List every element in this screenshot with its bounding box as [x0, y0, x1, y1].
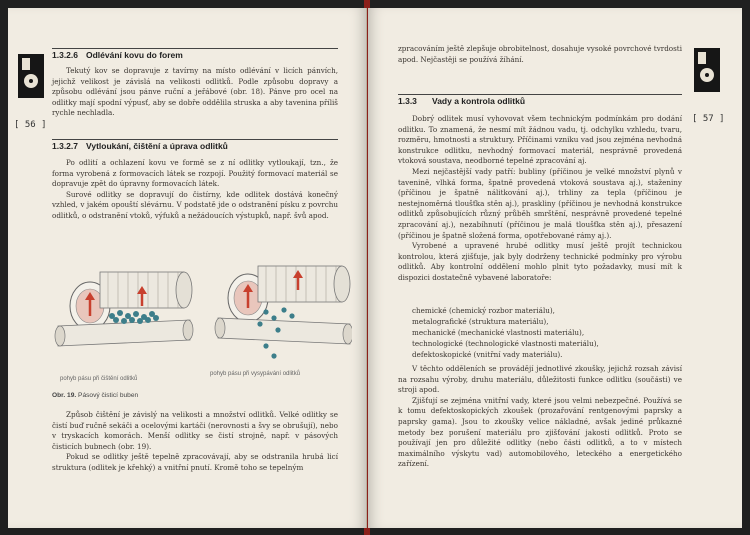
body-text: Po odlití a ochlazení kovu ve formě se z ní odlitky vytloukají, tzn., že forma vyrobená z formovacích látek se rozpojí. Použitý formovací materiál se dopravuje zpět do úpravny formovacích látek. Surové odlitky se dopravují do čistírny, kde odlitek dostává konečný vzhled, v jakém opouští slévárnu. V podstatě jde o odstranění písku z povrchu odlitků, o odstranění vtoků, výfuků a nežádoucích výstupků, např. švů apod.	[52, 158, 338, 220]
list-item: technologické (technologické vlastnosti materiálu),	[412, 339, 599, 348]
section-rule	[52, 139, 338, 140]
cleaning-drum-figure	[52, 256, 352, 374]
list-item: metalografické (struktura materiálu),	[412, 317, 549, 326]
page-number: [ 57 ]	[692, 114, 725, 124]
list-item: chemické (chemický rozbor materiálu),	[412, 306, 555, 315]
section-heading: 1.3.3 Vady a kontrola odlitků	[398, 96, 526, 106]
body-text: Dobrý odlitek musí vyhovovat všem technickým podmínkám pro dodání odlitku. To znamená, že nesmí mít žádnou vadu, tj. odchylku vzhledu, tvaru, rozměru, hmotnosti a struktury. Příčinami vzniku vad jsou zejména nevhodná konstrukce odlitku, nevhodný formovací materiál, nesprávně provedená vtoková soustava, neodborné tepelné zpracování aj. Mezi nejčastější vady patří: bubliny (příčinou je velké množství plynů v tavenině, vlhká forma, špatně provedená vtoková soustava aj.), staženiny (příčinou je špatně nálitkování aj.), trhliny za tepla (příčinou je nestejnoměrná tloušťka stěn aj.), praskliny (příčinou je nevhodná konstrukce odlitků způsobujících různý průběh smrštění, nesprávně provedené tepelné zpracování aj.), nezabíhnutí (příčinou je malá tloušťka stěn aj.), přesazení (příčinou je špatně složená forma, opotřebované rámy aj.). Vyrobené a upravené hrubé odlitky musí ještě projít technickou kontrolou, která zjišťuje, jak byly dodrženy technické podmínky pro výrobu odlitků. Aby kontrolní oddělení mohlo plnit tyto požadavky, musí mít k dispozici dostatečně vybavené laboratoře:	[398, 114, 682, 282]
foundry-ladle-icon	[18, 54, 44, 98]
section-heading: 1.3.2.7 Vytloukání, čištění a úprava odlitků	[52, 141, 228, 151]
body-text: Tekutý kov se dopravuje z tavírny na místo odlévání v licích pánvích, jejichž velikost je závislá na velikosti odlitků. Podle způsobu dopravy a způsobu odlévání jsou pánve ruční a jeřábové (obr. 18). Pánve pro ocel na odlitky mají spodní výpusť, aby se dobře oddělila struska a aby tavenina příliš rychle nechladla.	[52, 66, 338, 118]
section-rule	[398, 94, 682, 95]
list-item: defektoskopické (vnitřní vady materiálu).	[412, 350, 563, 359]
figure-caption: Obr. 19. Pásový čisticí buben	[52, 392, 139, 399]
section-heading: 1.3.2.6 Odlévání kovu do forem	[52, 50, 183, 60]
left-page	[8, 8, 367, 528]
page-number: [ 56 ]	[14, 120, 47, 130]
list-item: mechanické (mechanické vlastnosti materiálu),	[412, 328, 585, 337]
body-text: V těchto odděleních se provádějí jednotlivé zkoušky, jejichž rozsah závisí na rozsahu výroby, druhu materiálu, důležitosti funkce odlitku (součásti) ve stroji apod. Zjišťují se zejména vnitřní vady, které jsou velmi nebezpečné. Používá se k tomu defektoskopických zkoušek (prozařování rentgenovými paprsky a paprsky gama). Jsou to zkoušky velice nákladné, avšak jediné průkazné metody bez porušení materiálu pro zjišťování jakosti odlitků. Proto se používají jen pro důležité odlitky (nebo části odlitků, a to v místech maximálního výskytu vad) automobilového, leteckého a energetického zařízení.	[398, 364, 682, 469]
body-text: zpracováním ještě zlepšuje obrobitelnost, dosahuje vysoké povrchové tvrdosti apod. Nejčastěji se používá žíhání.	[398, 44, 682, 64]
figure-label-right: pohyb pásu při vysypávání odlitků	[210, 371, 301, 377]
foundry-ladle-icon	[694, 48, 720, 92]
lab-list	[412, 305, 682, 360]
body-text: Způsob čištění je závislý na velikosti a množství odlitků. Velké odlitky se čistí buď ručně sekáči a ocelovými kartáči (nerovnosti a švy se obrušují), nebo v tryskacích komorách. Menší odlitky se čistí strojně, např. v pásových čisticích bubnech (obr. 19). Pokud se odlitky ještě tepelně zpracovávají, aby se odstranila hrubá licí struktura (odlitek je křehký) a vnitřní pnutí. Kromě toho se tepelným	[52, 410, 338, 472]
right-page	[368, 8, 742, 528]
section-rule	[52, 48, 338, 49]
figure-label-left: pohyb pásu při čištění odlitků	[60, 376, 138, 382]
